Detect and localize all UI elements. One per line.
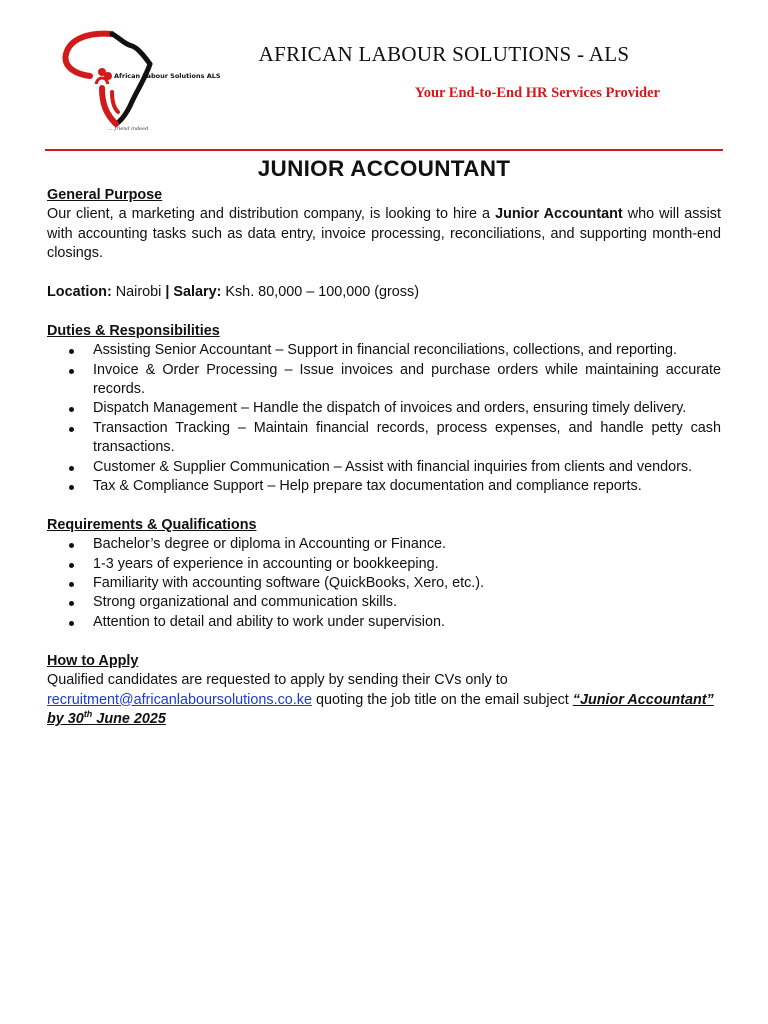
general-purpose-heading: General Purpose	[47, 187, 163, 203]
list-item: Dispatch Management – Handle the dispatch of invoices and orders, ensuring timely delivery.	[47, 399, 721, 418]
duties-list	[47, 341, 721, 496]
job-description	[47, 186, 721, 729]
email-link[interactable]: recruitment@africanlaboursolutions.co.ke	[47, 691, 312, 708]
location-value: Nairobi	[115, 284, 162, 301]
requirements-list	[47, 535, 721, 632]
list-item: Transaction Tracking – Maintain financial records, process expenses, and handle petty cash transactions.	[47, 419, 721, 458]
svg-text:... friend indeed: ... friend indeed	[108, 126, 149, 132]
how-to-apply-heading: How to Apply	[47, 652, 139, 669]
list-item: Assisting Senior Accountant – Support in financial reconciliations, collections, and reporting.	[47, 341, 721, 360]
list-item: Strong organizational and communication skills.	[47, 593, 721, 612]
als-logo	[50, 26, 221, 136]
list-item: Attention to detail and ability to work under supervision.	[47, 613, 721, 632]
list-item: Familiarity with accounting software (QuickBooks, Xero, etc.).	[47, 574, 721, 593]
list-item: Tax & Compliance Support – Help prepare tax documentation and compliance reports.	[47, 477, 721, 496]
page-title: JUNIOR ACCOUNTANT	[257, 156, 511, 181]
list-item: Invoice & Order Processing – Issue invoices and purchase orders while maintaining accurate records.	[47, 361, 721, 400]
company-tagline: Your End-to-End HR Services Provider	[414, 85, 660, 101]
duties-heading: Duties & Responsibilities	[47, 322, 220, 339]
company-name: AFRICAN LABOUR SOLUTIONS - ALS	[258, 42, 630, 66]
header-divider	[45, 149, 723, 151]
svg-text:African Labour Solutions ALS: African Labour Solutions ALS	[114, 72, 221, 80]
role-name: Junior Accountant	[495, 206, 623, 223]
general-purpose-text: Our client, a marketing and distribution company, is looking to hire a Junior Accountant who will assist with accounting tasks such as data entry, invoice processing, reconciliations, and supporting month-end closings.	[47, 206, 721, 262]
list-item: 1-3 years of experience in accounting or bookkeeping.	[47, 555, 721, 574]
deadline-text: “Junior Accountant” by 30th June 2025	[47, 691, 714, 727]
requirements-heading: Requirements & Qualifications	[47, 516, 257, 533]
salary-value: Ksh. 80,000 – 100,000 (gross)	[225, 284, 419, 301]
apply-text: Qualified candidates are requested to apply by sending their CVs only to recruitment@africanlaboursolutions.co.ke quoting the job title on the email subject “Junior Accountant” by 30th June 2025	[47, 672, 714, 727]
list-item: Customer & Supplier Communication – Assist with financial inquiries from clients and vendors.	[47, 458, 721, 477]
location-salary-line: Location: Nairobi | Salary: Ksh. 80,000 – 100,000 (gross)	[47, 284, 419, 301]
list-item: Bachelor’s degree or diploma in Accounting or Finance.	[47, 535, 721, 554]
africa-map-logo-icon	[50, 26, 221, 136]
